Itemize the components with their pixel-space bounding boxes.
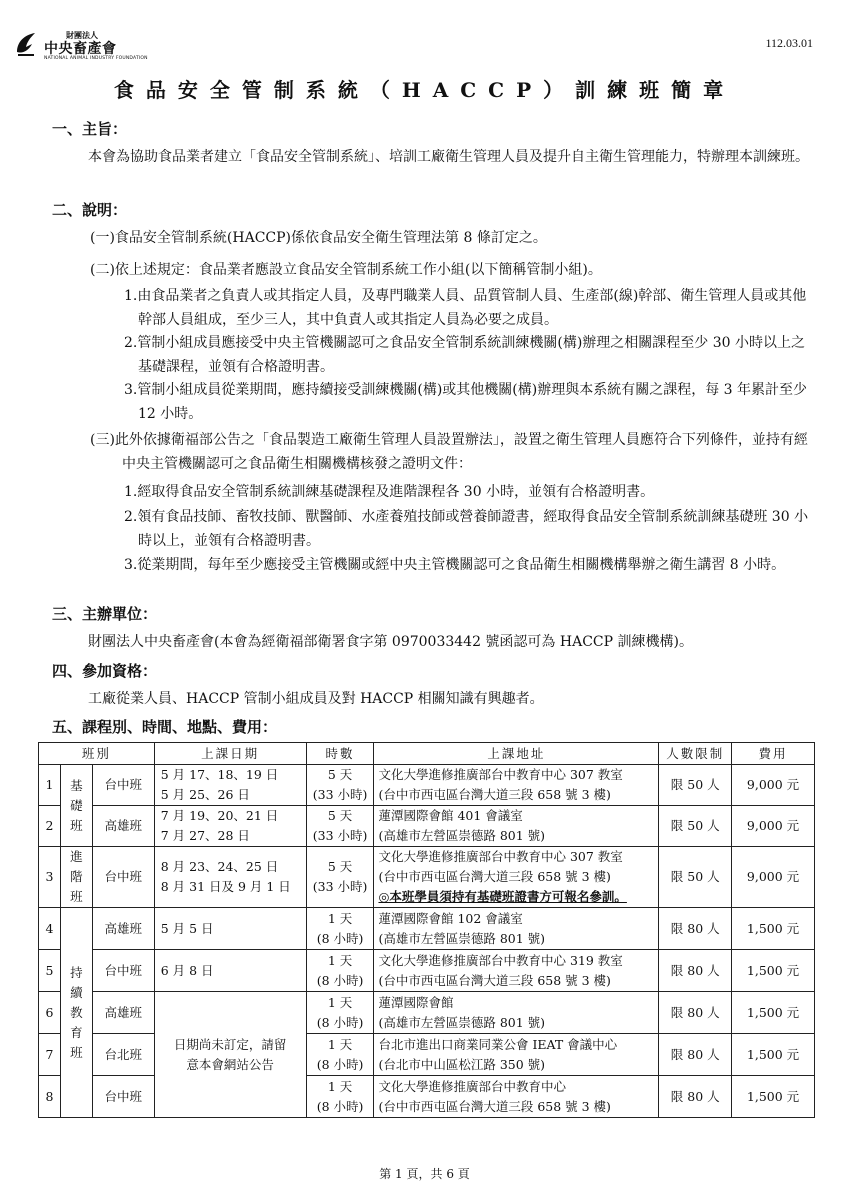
venue: 蓮潭國際會館 xyxy=(378,994,454,1010)
class-dates: 6 月 8 日 xyxy=(154,950,306,992)
class-address xyxy=(374,765,659,806)
class-name: 台中班 xyxy=(92,1076,154,1118)
table-row xyxy=(39,847,815,908)
section-2-item-2: (二)依上述規定：食品業者應設立食品安全管制系統工作小組(以下簡稱管制小組)。 xyxy=(90,262,602,278)
prerequisite-note: ◎本班學員須持有基礎班證書方可報名參訓。 xyxy=(378,889,627,904)
class-dates xyxy=(154,806,306,847)
tbd-note-line: 意本會網站公告 xyxy=(186,1056,274,1072)
section-5-heading: 五、課程別、時間、地點、費用： xyxy=(52,718,278,736)
date-line: 5 月 17、18、19 日 xyxy=(160,767,279,782)
class-limit: 限 80 人 xyxy=(659,1034,732,1076)
venue: 文化大學進修推廣部台中教育中心 307 教室 xyxy=(378,849,623,864)
table-row xyxy=(39,765,815,806)
hours-days: 5 天 xyxy=(327,808,353,823)
section-1-heading: 一、主旨： xyxy=(52,120,128,138)
section-2-item-1: (一)食品安全管制系統(HACCP)係依食品安全衛生管理法第 8 條訂定之。 xyxy=(90,230,547,246)
document-title: 食品安全管制系統（HACCP）訓練班簡章 xyxy=(113,78,736,102)
class-address xyxy=(374,1034,659,1076)
section-2-item-3-3: 3.從業期間，每年至少應接受主管機關或經中央主管機關認可之食品衛生相關機構舉辦之衛生講習 8 小時。 xyxy=(124,557,786,573)
class-dates: 5 月 5 日 xyxy=(154,908,306,950)
class-fee: 9,000 元 xyxy=(732,806,815,847)
class-dates xyxy=(154,765,306,806)
class-hours xyxy=(306,992,374,1034)
hours-days: 1 天 xyxy=(327,1036,353,1052)
class-name: 台中班 xyxy=(92,765,154,806)
logo-emblem-icon xyxy=(14,30,38,58)
class-hours xyxy=(306,908,374,950)
hours-count: (8 小時) xyxy=(316,972,364,988)
class-hours xyxy=(306,806,374,847)
group-advanced xyxy=(60,847,92,908)
group-label: 持續教育班 xyxy=(70,964,83,1060)
venue: 文化大學進修推廣部台中教育中心 xyxy=(378,1078,566,1094)
class-hours xyxy=(306,950,374,992)
table-row xyxy=(39,908,815,950)
class-name: 高雄班 xyxy=(92,806,154,847)
street-address: (台中市西屯區台灣大道三段 658 號 3 樓) xyxy=(378,1098,611,1114)
class-hours xyxy=(306,1034,374,1076)
document-date: 112.03.01 xyxy=(765,36,813,50)
street-address: (高雄市左營區崇德路 801 號) xyxy=(378,930,546,946)
header-address: 上課地址 xyxy=(374,743,659,765)
class-hours xyxy=(306,847,374,908)
date-line: 8 月 23、24、25 日 xyxy=(160,859,279,874)
street-address: (台中市西屯區台灣大道三段 658 號 3 樓) xyxy=(378,787,611,802)
row-number: 7 xyxy=(39,1034,61,1076)
class-limit: 限 80 人 xyxy=(659,1076,732,1118)
hours-count: (8 小時) xyxy=(316,930,364,946)
tbd-note-line: 日期尚未訂定，請留 xyxy=(173,1036,287,1052)
hours-days: 1 天 xyxy=(327,910,353,926)
class-name: 高雄班 xyxy=(92,908,154,950)
date-line: 8 月 31 日及 9 月 1 日 xyxy=(160,879,291,894)
hours-count: (33 小時) xyxy=(312,879,368,894)
class-dates-tbd xyxy=(154,992,306,1118)
row-number: 4 xyxy=(39,908,61,950)
header-fee: 費用 xyxy=(732,743,815,765)
group-label: 進階班 xyxy=(70,849,83,904)
class-address xyxy=(374,908,659,950)
section-2-item-2-3: 3.管制小組成員從業期間，應持續接受訓練機關(構)或其他機關(構)辦理與本系統有關之課程，每 3 年累計至少 12 小時。 xyxy=(124,382,808,422)
street-address: (台中市西屯區台灣大道三段 658 號 3 樓) xyxy=(378,869,611,884)
class-fee: 1,500 元 xyxy=(732,1076,815,1118)
section-1-body: 本會為協助食品業者建立「食品安全管制系統」、培訓工廠衛生管理人員及提升自主衛生管理能力，特辦理本訓練班。 xyxy=(88,149,809,165)
hours-count: (33 小時) xyxy=(312,828,368,843)
hours-count: (8 小時) xyxy=(316,1056,364,1072)
section-4-body: 工廠從業人員、HACCP 管制小組成員及對 HACCP 相關知識有興趣者。 xyxy=(88,691,544,707)
venue: 文化大學進修推廣部台中教育中心 319 教室 xyxy=(378,952,623,968)
header-hours: 時數 xyxy=(306,743,374,765)
class-fee: 1,500 元 xyxy=(732,1034,815,1076)
class-fee: 1,500 元 xyxy=(732,992,815,1034)
class-fee: 9,000 元 xyxy=(732,765,815,806)
logo-small-text: 財團法人 xyxy=(66,31,98,40)
class-address xyxy=(374,992,659,1034)
row-number: 1 xyxy=(39,765,61,806)
class-fee: 9,000 元 xyxy=(732,847,815,908)
section-2-heading: 二、說明： xyxy=(52,201,128,219)
table-row xyxy=(39,992,815,1034)
page-footer: 第 1 頁，共 6 頁 xyxy=(379,1167,470,1181)
table-row xyxy=(39,950,815,992)
section-2-item-2-1: 1.由食品業者之負責人或其指定人員，及專門職業人員、品質管制人員、生產部(線)幹部、衛生管理人員或其他幹部人員組成，至少三人，其中負責人或其指定人員為必要之成員。 xyxy=(124,288,807,328)
street-address: (台中市西屯區台灣大道三段 658 號 3 樓) xyxy=(378,972,611,988)
row-number: 2 xyxy=(39,806,61,847)
class-hours xyxy=(306,1076,374,1118)
venue: 文化大學進修推廣部台中教育中心 307 教室 xyxy=(378,767,623,782)
hours-count: (8 小時) xyxy=(316,1098,364,1114)
hours-days: 1 天 xyxy=(327,1078,353,1094)
street-address: (台北市中山區松江路 350 號) xyxy=(378,1056,546,1072)
class-name: 高雄班 xyxy=(92,992,154,1034)
group-continuing xyxy=(60,908,92,1118)
row-number: 6 xyxy=(39,992,61,1034)
street-address: (高雄市左營區崇德路 801 號) xyxy=(378,828,546,843)
section-2-item-3-2: 2.領有食品技師、畜牧技師、獸醫師、水產養殖技師或營養師證書，經取得食品安全管制系統訓練基礎班 30 小時以上，並領有合格證明書。 xyxy=(124,509,809,549)
group-basic xyxy=(60,765,92,847)
logo-english-name: NATIONAL ANIMAL INDUSTRY FOUNDATION xyxy=(44,56,148,61)
class-hours xyxy=(306,765,374,806)
class-name: 台中班 xyxy=(92,847,154,908)
section-3-body: 財團法人中央畜產會(本會為經衛福部衛署食字第 0970033442 號函認可為 HACCP 訓練機構)。 xyxy=(88,634,693,650)
date-line: 7 月 19、20、21 日 xyxy=(160,808,279,823)
class-address xyxy=(374,1076,659,1118)
header-date: 上課日期 xyxy=(154,743,306,765)
date-line: 7 月 27、28 日 xyxy=(160,828,250,843)
hours-count: (33 小時) xyxy=(312,787,368,802)
header-class: 班別 xyxy=(39,743,155,765)
table-row xyxy=(39,806,815,847)
table-header-row xyxy=(39,743,815,765)
class-name: 台中班 xyxy=(92,950,154,992)
section-2-item-2-2: 2.管制小組成員應接受中央主管機關認可之食品安全管制系統訓練機關(構)辦理之相關課程至少 30 小時以上之基礎課程，並領有合格證明書。 xyxy=(124,335,805,375)
group-label: 基礎班 xyxy=(70,777,83,833)
street-address: (高雄市左營區崇德路 801 號) xyxy=(378,1014,546,1030)
hours-days: 5 天 xyxy=(327,859,353,874)
row-number: 5 xyxy=(39,950,61,992)
class-address xyxy=(374,806,659,847)
class-limit: 限 50 人 xyxy=(659,765,732,806)
section-3-heading: 三、主辦單位： xyxy=(52,605,158,623)
class-limit: 限 50 人 xyxy=(659,847,732,908)
class-limit: 限 80 人 xyxy=(659,992,732,1034)
row-number: 3 xyxy=(39,847,61,908)
hours-count: (8 小時) xyxy=(316,1014,364,1030)
row-number: 8 xyxy=(39,1076,61,1118)
class-limit: 限 80 人 xyxy=(659,908,732,950)
class-name: 台北班 xyxy=(92,1034,154,1076)
class-address xyxy=(374,950,659,992)
section-2-item-3-1: 1.經取得食品安全管制系統訓練基礎課程及進階課程各 30 小時，並領有合格證明書。 xyxy=(124,484,655,500)
header-limit: 人數限制 xyxy=(659,743,732,765)
hours-days: 5 天 xyxy=(327,767,353,782)
venue: 台北市進出口商業同業公會 IEAT 會議中心 xyxy=(378,1036,618,1052)
venue: 蓮潭國際會館 102 會議室 xyxy=(378,910,523,926)
class-fee: 1,500 元 xyxy=(732,908,815,950)
class-dates xyxy=(154,847,306,908)
venue: 蓮潭國際會館 401 會議室 xyxy=(378,808,523,823)
class-limit: 限 50 人 xyxy=(659,806,732,847)
section-4-heading: 四、參加資格： xyxy=(52,662,158,680)
class-fee: 1,500 元 xyxy=(732,950,815,992)
course-table xyxy=(38,742,815,1118)
hours-days: 1 天 xyxy=(327,952,353,968)
hours-days: 1 天 xyxy=(327,994,353,1010)
class-address xyxy=(374,847,659,908)
class-limit: 限 80 人 xyxy=(659,950,732,992)
logo-name: 中央畜產會 xyxy=(44,41,117,57)
foundation-logo xyxy=(14,28,154,62)
date-line: 5 月 25、26 日 xyxy=(160,787,250,802)
section-2-item-3: (三)此外依據衛福部公告之「食品製造工廠衛生管理人員設置辦法」，設置之衛生管理人員應符合下列條件，並持有經中央主管機關認可之食品衛生相關機構核發之證明文件： xyxy=(90,432,808,472)
